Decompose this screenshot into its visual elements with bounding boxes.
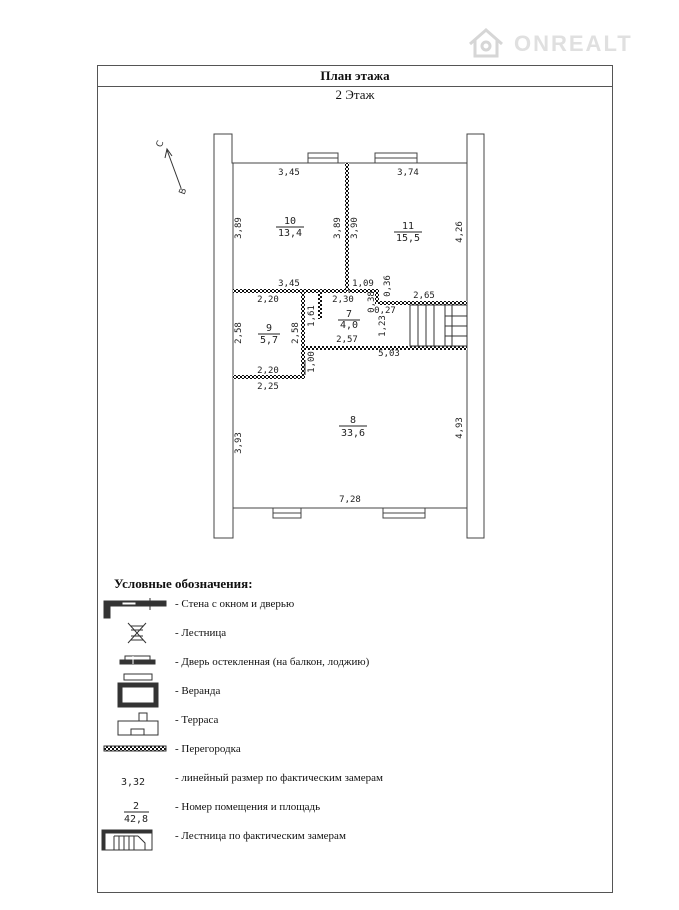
dimension: 2,20 (257, 295, 279, 305)
dimension: 2,65 (413, 291, 435, 301)
dimension: 2,58 (234, 322, 244, 344)
legend-wall-icon (104, 598, 166, 618)
dimension: 3,89 (333, 217, 343, 239)
dimension: 3,90 (350, 217, 360, 239)
room-9-number: 9 (265, 323, 273, 334)
dimension: 2,20 (257, 366, 279, 376)
room-11-area: 15,5 (395, 233, 421, 244)
legend-glazed-door-icon (120, 656, 155, 664)
legend-item-wall: - Стена с окном и дверью (175, 598, 295, 610)
legend-measured-stair-icon (102, 830, 152, 850)
dimension: 1,00 (307, 351, 317, 373)
legend-sample-room-number: 2 (132, 801, 140, 812)
dimension: 1,61 (307, 305, 317, 327)
legend-item-room: - Номер помещения и площадь (175, 801, 321, 813)
dimension: 3,74 (397, 168, 419, 178)
legend-partition-icon (104, 746, 166, 751)
watermark-brand: ONREALT (514, 31, 633, 56)
dimension: 3,45 (278, 279, 300, 289)
legend-item-dimension: - линейный размер по фактическим замерам (175, 772, 383, 784)
room-9-area: 5,7 (259, 335, 279, 346)
legend-veranda-icon (118, 674, 158, 707)
room-10-area: 13,4 (277, 228, 303, 239)
dimension: 0,36 (383, 275, 393, 297)
dimension: 1,09 (352, 279, 374, 289)
dimension: 4,26 (455, 221, 465, 243)
stair (410, 305, 467, 346)
legend-item-terrace: - Терраса (175, 714, 219, 726)
dimension: 2,57 (336, 335, 358, 345)
legend-title: Условные обозначения: (114, 576, 253, 591)
dimension: 5,03 (378, 349, 400, 359)
dimension: 0,38 (367, 291, 377, 313)
room-7-area: 4,0 (339, 320, 359, 331)
room-7-number: 7 (345, 309, 353, 320)
compass-east: В (177, 186, 190, 197)
legend-sample-dimension: 3,32 (120, 777, 146, 788)
dimension: 7,28 (339, 495, 361, 505)
compass-north: С (154, 139, 167, 149)
legend-item-stair: - Лестница (175, 627, 227, 639)
compass (165, 149, 181, 188)
legend-item-veranda: - Веранда (175, 685, 221, 697)
dimension: 0,27 (374, 306, 396, 316)
dimension: 2,25 (257, 382, 279, 392)
dimension: 3,89 (234, 217, 244, 239)
room-8-number: 8 (349, 415, 357, 426)
legend-item-measured-stair: - Лестница по фактическим замерам (175, 830, 346, 842)
dimension: 2,30 (332, 295, 354, 305)
dimension: 4,93 (455, 417, 465, 439)
legend-stair-icon (128, 623, 146, 643)
dimension: 1,23 (378, 315, 388, 337)
dimension: 3,93 (234, 432, 244, 454)
dimension: 3,45 (278, 168, 300, 178)
legend-terrace-icon (118, 713, 158, 735)
legend-sample-room-area: 42,8 (123, 814, 149, 825)
room-10-number: 10 (283, 216, 297, 227)
dimension: 2,58 (291, 322, 301, 344)
room-8-area: 33,6 (340, 428, 366, 439)
legend-item-partition: - Перегородка (175, 743, 241, 755)
page-title: План этажа (97, 65, 613, 87)
floor-label: 2 Этаж (335, 87, 375, 102)
legend-item-glazed-door: - Дверь остекленная (на балкон, лоджию) (175, 656, 370, 668)
partitions (233, 163, 467, 379)
room-11-number: 11 (401, 221, 415, 232)
